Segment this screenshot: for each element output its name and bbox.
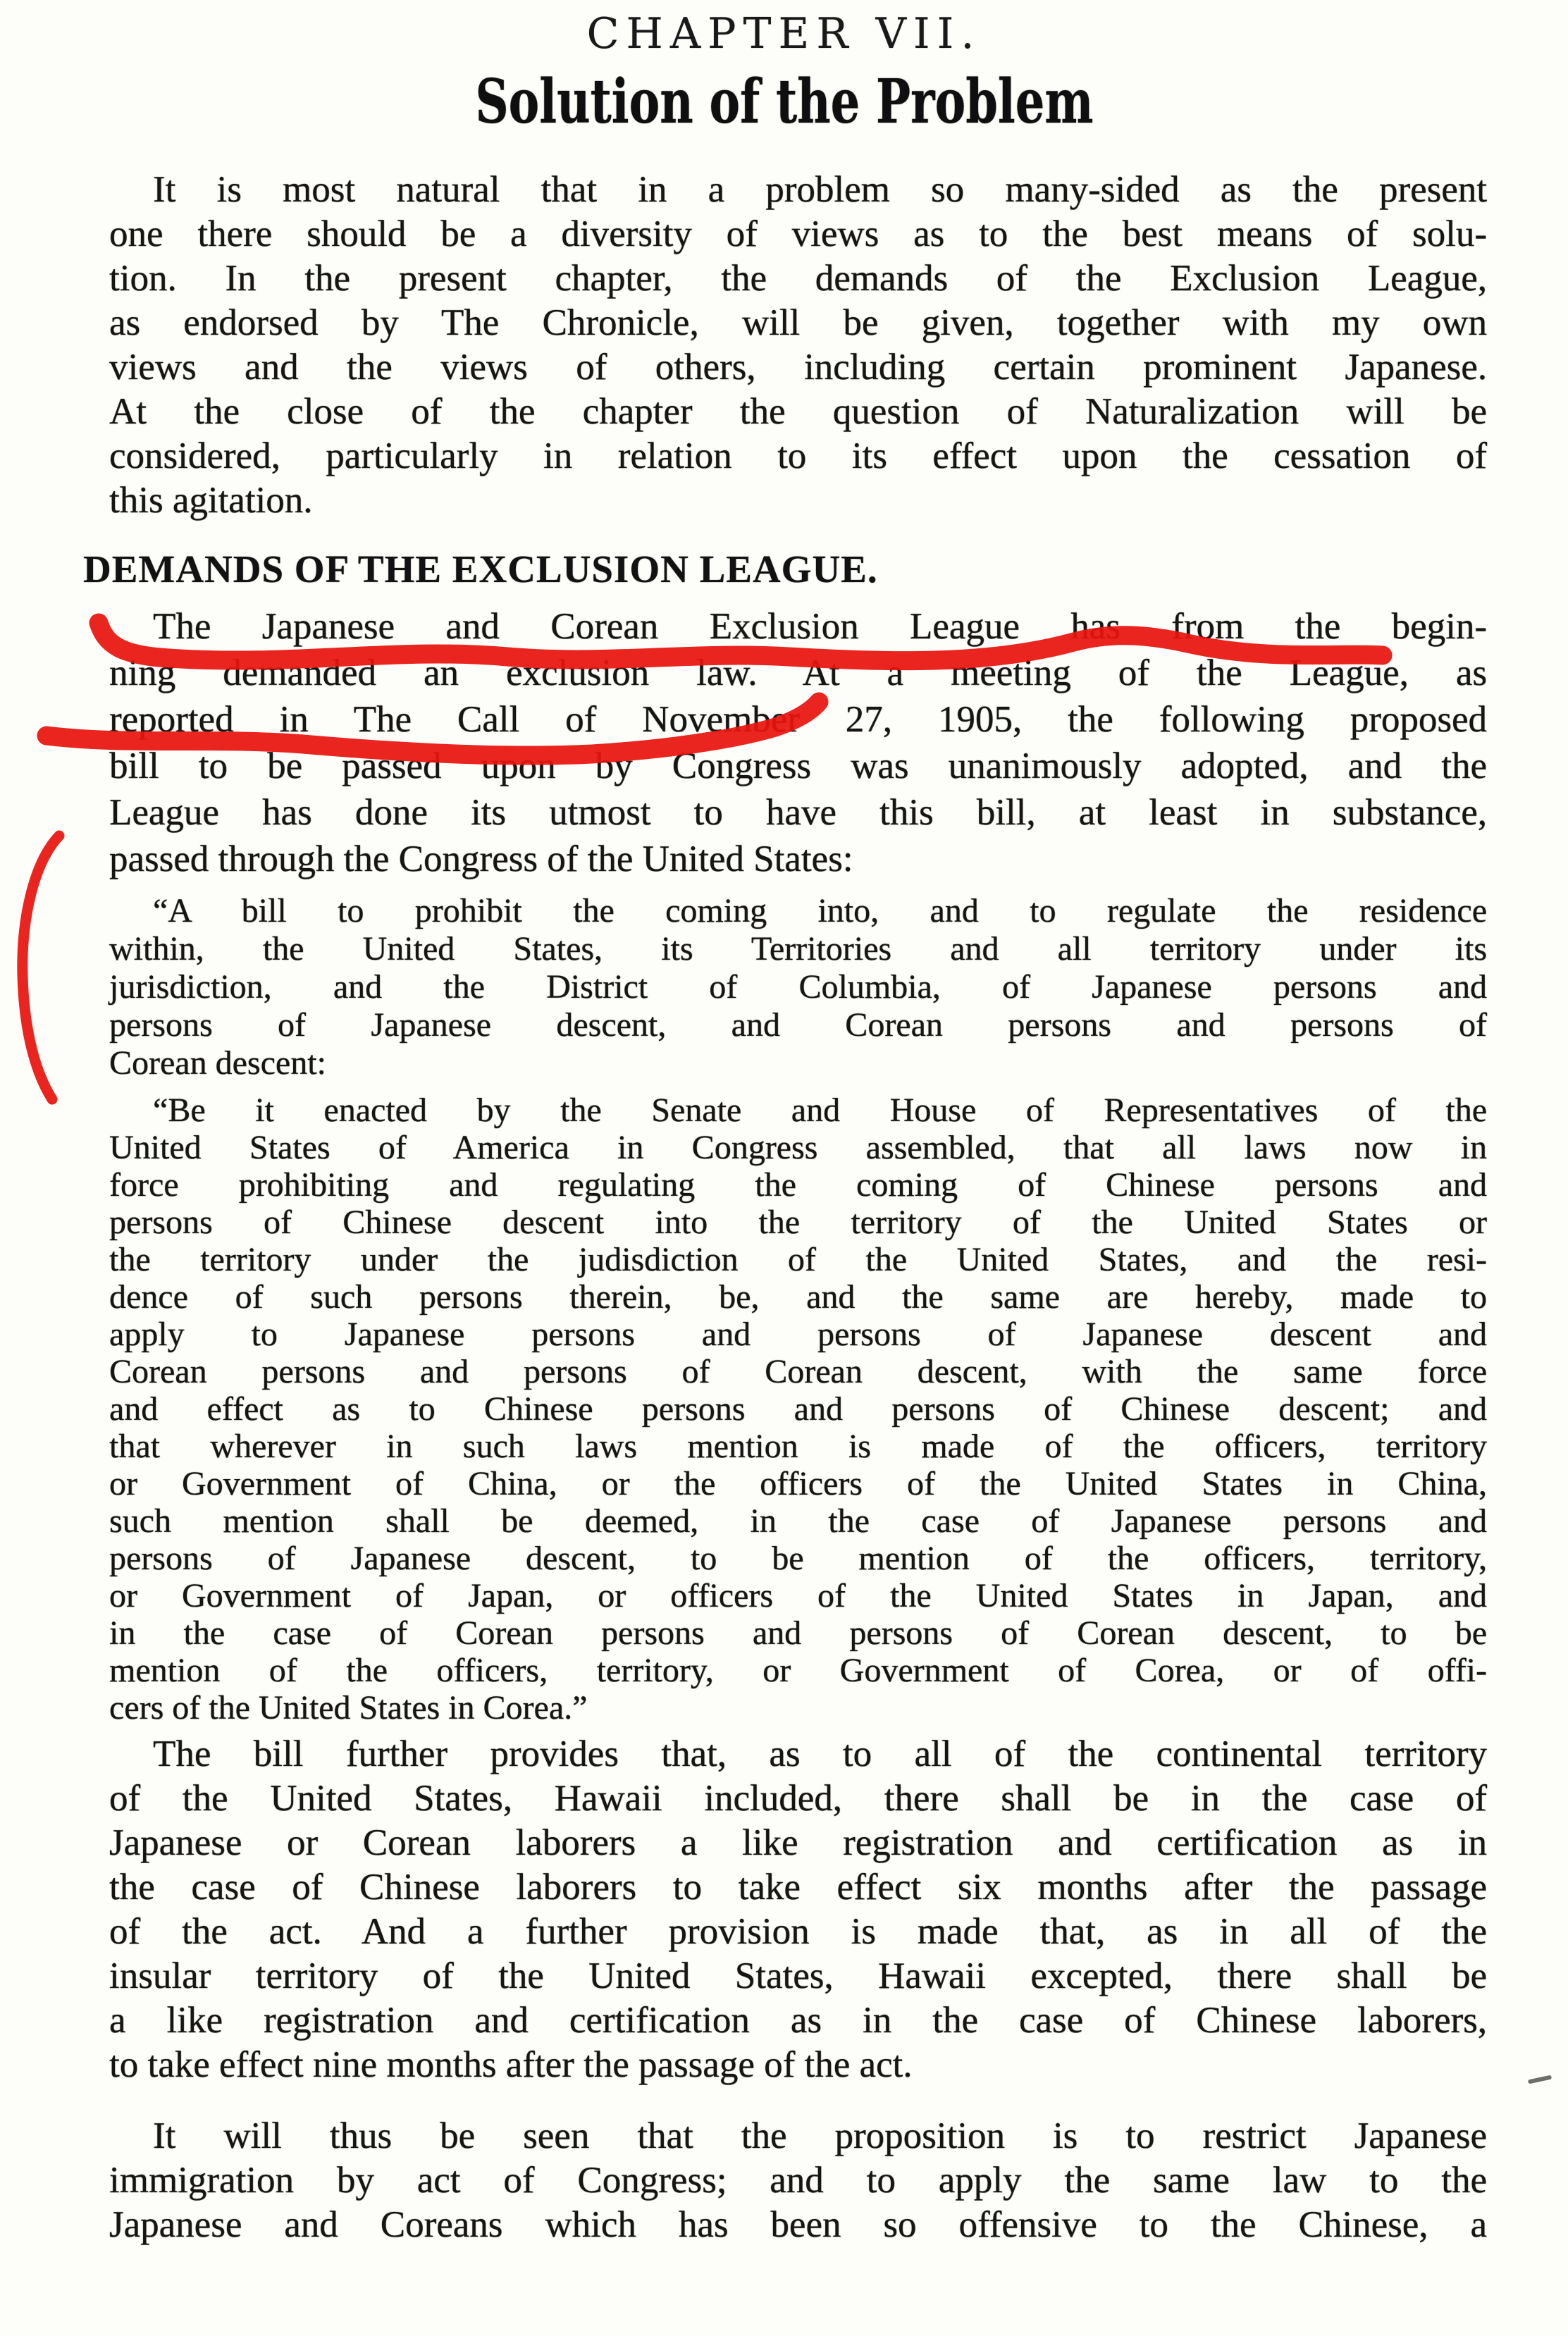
chapter-heading: CHAPTER VII.	[586, 9, 982, 58]
text-line: of the act. And a further provision is made that, as in all of the	[109, 1911, 1487, 1952]
text-line: force prohibiting and regulating the coming of Chinese persons and	[109, 1166, 1487, 1204]
paragraph-intro	[109, 168, 1487, 523]
text-line: persons of Japanese descent, to be mention of the officers, territory,	[109, 1540, 1487, 1577]
text-line: considered, particularly in relation to its effect upon the cessation of	[109, 435, 1487, 476]
text-line: and effect as to Chinese persons and persons of Chinese descent; and	[109, 1390, 1487, 1428]
paragraph-further-provisions	[109, 1732, 1487, 2087]
text-line: or Government of Japan, or officers of the United States in Japan, and	[109, 1577, 1487, 1614]
text-line: immigration by act of Congress; and to apply the same law to the	[109, 2160, 1487, 2201]
text-line: “Be it enacted by the Senate and House of Representatives of the	[153, 1092, 1487, 1129]
text-line: reported in The Call of November 27, 1905, the following proposed	[109, 699, 1487, 740]
text-line: dence of such persons therein, be, and the same are hereby, made to	[109, 1278, 1487, 1316]
text-line: ning demanded an exclusion law. At a meeting of the League, as	[109, 653, 1487, 693]
text-line: cers of the United States in Corea.”	[109, 1689, 588, 1726]
text-line: this agitation.	[109, 480, 313, 521]
text-line: mention of the officers, territory, or Government of Corea, or of offi-	[109, 1652, 1487, 1689]
text-line: Japanese and Coreans which has been so offensive to the Chinese, a	[109, 2204, 1487, 2245]
text-line: within, the United States, its Territories and all territory under its	[109, 930, 1487, 968]
stray-pen-mark	[1528, 2075, 1552, 2084]
text-line: League has done its utmost to have this bill, at least in substance,	[109, 792, 1487, 833]
text-line: Corean persons and persons of Corean descent, with the same force	[109, 1353, 1487, 1390]
text-line: such mention shall be deemed, in the case of Japanese persons and	[109, 1502, 1487, 1540]
text-line: as endorsed by The Chronicle, will be given, together with my own	[109, 302, 1487, 343]
text-line: It is most natural that in a problem so many-sided as the present	[153, 169, 1487, 210]
text-line: that wherever in such laws mention is made of the officers, territory	[109, 1428, 1487, 1465]
text-line: Corean descent:	[109, 1044, 326, 1082]
text-line: passed through the Congress of the United States:	[109, 839, 853, 879]
section-heading: DEMANDS OF THE EXCLUSION LEAGUE.	[83, 548, 878, 591]
text-line: The bill further provides that, as to all of the continental territory	[153, 1734, 1487, 1774]
text-line: the territory under the judisdiction of the United States, and the resi-	[109, 1241, 1487, 1278]
text-line: to take effect nine months after the passage of the act.	[109, 2044, 913, 2085]
text-line: The Japanese and Corean Exclusion League has from the begin-	[153, 606, 1487, 647]
paragraph-bill-enactment	[109, 1092, 1487, 1726]
text-line: jurisdiction, and the District of Columbia, of Japanese persons and	[109, 968, 1487, 1006]
text-line: tion. In the present chapter, the demands of the Exclusion League,	[109, 258, 1487, 299]
text-line: persons of Chinese descent into the territory of the United States or	[109, 1204, 1487, 1241]
book-title-wrap	[0, 66, 1568, 137]
text-line: a like registration and certification as in the case of Chinese laborers,	[109, 2000, 1487, 2041]
text-line: the case of Chinese laborers to take effect six months after the passage	[109, 1867, 1487, 1908]
text-line: United States of America in Congress assembled, that all laws now in	[109, 1129, 1487, 1166]
text-line: “A bill to prohibit the coming into, and to regulate the residence	[153, 892, 1487, 929]
paragraph-league-demand	[109, 603, 1487, 882]
paragraph-bill-preamble	[109, 892, 1487, 1082]
text-line: At the close of the chapter the question of Naturalization will be	[109, 391, 1487, 432]
text-line: views and the views of others, including certain prominent Japanese.	[109, 347, 1487, 388]
text-line: one there should be a diversity of views as to the best means of solu-	[109, 214, 1487, 254]
text-line: insular territory of the United States, Hawaii excepted, there shall be	[109, 1955, 1487, 1996]
text-line: apply to Japanese persons and persons of Japanese descent and	[109, 1316, 1487, 1353]
text-line: of the United States, Hawaii included, there shall be in the case of	[109, 1778, 1487, 1819]
text-line: It will thus be seen that the proposition is to restrict Japanese	[153, 2115, 1487, 2156]
page-title: Solution of the Problem	[474, 66, 1093, 137]
text-line: or Government of China, or the officers of the United States in China,	[109, 1465, 1487, 1502]
text-line: persons of Japanese descent, and Corean persons and persons of	[109, 1006, 1487, 1044]
paragraph-conclusion	[109, 2114, 1487, 2247]
text-line: bill to be passed upon by Congress was unanimously adopted, and the	[109, 746, 1487, 786]
text-line: Japanese or Corean laborers a like registration and certification as in	[109, 1822, 1487, 1863]
text-line: in the case of Corean persons and persons of Corean descent, to be	[109, 1614, 1487, 1652]
red-margin-bracket-annotation	[23, 836, 59, 1099]
